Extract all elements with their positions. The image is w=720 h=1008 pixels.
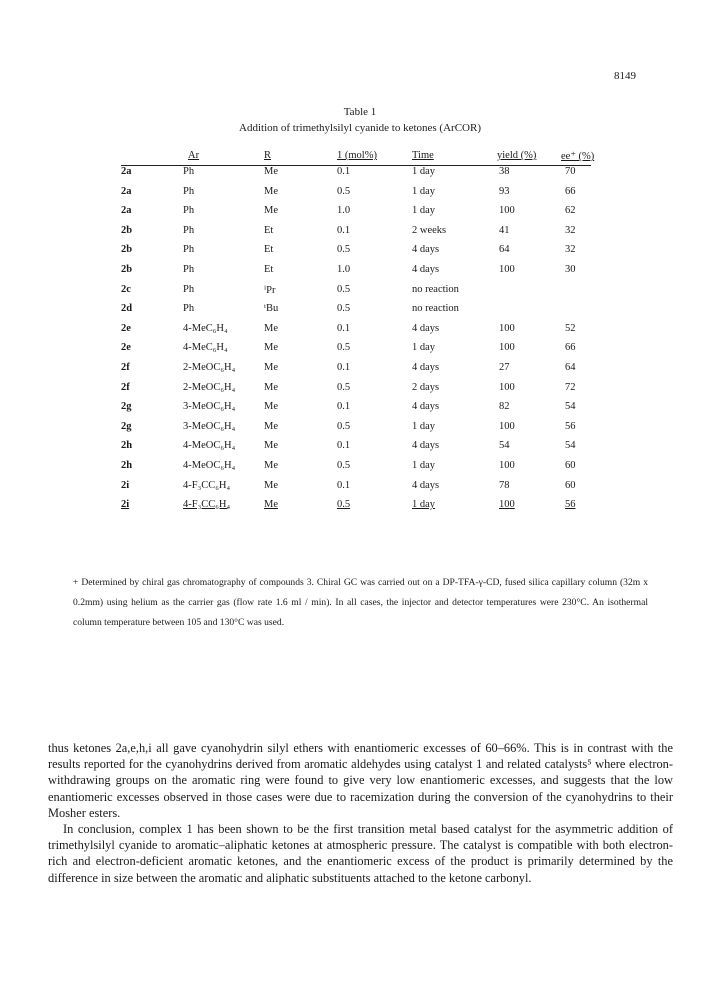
cell-ee: 60 [565, 459, 576, 471]
cell-yield: 100 [499, 381, 515, 393]
cell-yield: 38 [499, 166, 510, 177]
cell-cmpd: 2b [121, 244, 133, 256]
cell-mol: 0.1 [337, 166, 351, 177]
cell-yield: 64 [499, 244, 510, 256]
body-paragraph-2: In conclusion, complex 1 has been shown to be the first transition metal based catalyst for the asymmetric addition of trimethylsilyl cyanide to aromatic–aliphatic ketones at atmospheric pressure. The catalyst is compatible with both electron-rich and electron-deficient aromatic ketones, and the enantiomeric excess of the product is primarily determined by the difference in size between the aromatic and aliphatic substituents attached to the ketone carbonyl. [48, 822, 673, 885]
cell-r: Me [264, 401, 278, 413]
cell-ee: 56 [565, 420, 576, 432]
cell-ee: 72 [565, 381, 576, 393]
header-yield: yield (%) [497, 150, 537, 161]
cell-yield: 54 [499, 440, 510, 452]
cell-ee: 52 [565, 322, 576, 334]
body-paragraph-1: thus ketones 2a,e,h,i all gave cyanohydrin silyl ethers with enantiomeric excesses of 60–66%. This is in contrast with the results reported for the cyanohydrins derived from aromatic aldehydes using catalyst 1 and related catalysts⁵ where electron-withdrawing groups on the aromatic ring were found to give very low enantiomeric excesses, and suggests that the low enantiomeric excesses observed in those cases were due to racemization during the conversion of the cyanohydrins to their Mosher esters. [48, 741, 673, 820]
table-row [121, 362, 591, 382]
cell-ar: 3-MeOC₆H₄ [183, 401, 236, 413]
cell-ar: 4-MeOC₆H₄ [183, 440, 236, 452]
cell-cmpd: 2a [121, 185, 132, 197]
cell-r: Me [264, 420, 278, 432]
cell-time: 4 days [412, 401, 440, 413]
cell-time: 4 days [412, 244, 440, 256]
cell-ar: 4-MeC₆H₄ [183, 342, 228, 354]
cell-mol: 1.0 [337, 263, 351, 275]
cell-mol: 0.5 [337, 283, 351, 295]
cell-ar: Ph [183, 185, 195, 197]
page-number: 8149 [614, 70, 636, 82]
cell-cmpd: 2f [121, 381, 130, 393]
table-row [121, 382, 591, 402]
cell-r: Me [264, 440, 278, 452]
cell-cmpd: 2e [121, 342, 131, 354]
cell-r: Me [264, 205, 278, 217]
cell-ar: 3-MeOC₆H₄ [183, 420, 236, 432]
table-row [121, 205, 591, 225]
cell-ar: Ph [183, 205, 195, 217]
cell-time: 1 day [412, 459, 436, 471]
table-caption [0, 104, 720, 136]
results-table [121, 150, 595, 519]
cell-time: no reaction [412, 283, 459, 295]
table-description: Addition of trimethylsilyl cyanide to ketones (ArCOR) [239, 122, 481, 134]
cell-mol: 0.5 [337, 459, 351, 471]
cell-yield: 100 [499, 459, 515, 471]
cell-cmpd: 2d [121, 303, 133, 315]
cell-ee: 32 [565, 224, 576, 236]
cell-cmpd: 2h [121, 440, 133, 452]
cell-cmpd: 2a [121, 205, 132, 217]
cell-time: no reaction [412, 303, 459, 315]
table-header-row [121, 150, 595, 166]
body-text [48, 740, 673, 886]
cell-mol: 0.5 [337, 342, 351, 354]
cell-ar: 2-MeOC₆H₄ [183, 381, 236, 393]
cell-r: Me [264, 342, 278, 354]
cell-ee: 66 [565, 185, 576, 197]
cell-r: Et [264, 263, 274, 275]
cell-time: 1 day [412, 205, 436, 217]
cell-yield: 100 [499, 420, 515, 432]
table-row [121, 166, 591, 186]
cell-yield: 100 [499, 205, 515, 217]
table-row [121, 323, 591, 343]
cell-ar: 4-F₃CC₆H₄ [183, 479, 231, 491]
cell-mol: 0.5 [337, 185, 351, 197]
cell-ee: 54 [565, 440, 576, 452]
table-row [121, 440, 591, 460]
cell-ee: 56 [565, 499, 576, 511]
cell-yield: 41 [499, 224, 510, 236]
cell-time: 4 days [412, 479, 440, 491]
table-row [121, 225, 591, 245]
cell-r: ⁱPr [264, 284, 276, 296]
cell-ar: Ph [183, 166, 195, 177]
cell-r: Me [264, 322, 278, 334]
cell-ar: Ph [183, 224, 195, 236]
cell-time: 1 day [412, 166, 436, 177]
cell-ar: Ph [183, 283, 195, 295]
cell-yield: 100 [499, 322, 515, 334]
cell-time: 1 day [412, 185, 436, 197]
cell-cmpd: 2h [121, 459, 133, 471]
cell-ar: 4-MeOC₆H₄ [183, 459, 236, 471]
cell-mol: 0.1 [337, 361, 351, 373]
cell-mol: 0.5 [337, 499, 351, 511]
cell-time: 2 days [412, 381, 440, 393]
cell-time: 1 day [412, 420, 436, 432]
cell-ee: 32 [565, 244, 576, 256]
cell-mol: 0.5 [337, 303, 351, 315]
cell-mol: 0.1 [337, 440, 351, 452]
header-r: R [264, 150, 272, 161]
table-row [121, 284, 591, 304]
table-row [121, 480, 591, 500]
cell-ee: 60 [565, 479, 576, 491]
cell-cmpd: 2g [121, 401, 132, 413]
cell-r: Me [264, 381, 278, 393]
cell-mol: 1.0 [337, 205, 351, 217]
table-row [121, 460, 591, 480]
cell-yield: 93 [499, 185, 510, 197]
cell-ee: 64 [565, 361, 576, 373]
cell-r: Me [264, 479, 278, 491]
cell-r: Me [264, 459, 278, 471]
header-mol: 1 (mol%) [337, 150, 377, 161]
cell-mol: 0.1 [337, 322, 351, 334]
cell-yield: 78 [499, 479, 510, 491]
cell-time: 1 day [412, 342, 436, 354]
cell-time: 4 days [412, 440, 440, 452]
cell-cmpd: 2b [121, 263, 133, 275]
cell-time: 4 days [412, 263, 440, 275]
cell-time: 1 day [412, 499, 436, 511]
cell-ee: 66 [565, 342, 576, 354]
cell-r: Et [264, 224, 274, 236]
cell-ee: 30 [565, 263, 576, 275]
cell-ar: 4-F₃CC₆H₄ [183, 499, 231, 511]
cell-r: Et [264, 244, 274, 256]
cell-cmpd: 2c [121, 283, 131, 295]
cell-cmpd: 2b [121, 224, 133, 236]
header-ar: Ar [188, 150, 200, 161]
cell-cmpd: 2g [121, 420, 132, 432]
cell-mol: 0.5 [337, 381, 351, 393]
cell-time: 4 days [412, 322, 440, 334]
cell-cmpd: 2i [121, 479, 130, 491]
cell-yield: 100 [499, 342, 515, 354]
cell-ee: 70 [565, 166, 576, 177]
header-ee: ee⁺ (%) [561, 151, 595, 162]
cell-r: Me [264, 499, 278, 511]
cell-mol: 0.5 [337, 420, 351, 432]
cell-yield: 82 [499, 401, 510, 413]
cell-mol: 0.5 [337, 244, 351, 256]
cell-ar: Ph [183, 263, 195, 275]
cell-yield: 27 [499, 361, 510, 373]
cell-r: ᵗBu [264, 303, 279, 315]
cell-cmpd: 2e [121, 322, 131, 334]
table-row [121, 499, 591, 519]
cell-r: Me [264, 166, 278, 177]
cell-mol: 0.1 [337, 479, 351, 491]
table-row [121, 342, 591, 362]
cell-r: Me [264, 185, 278, 197]
cell-cmpd: 2f [121, 361, 130, 373]
table-row [121, 186, 591, 206]
cell-ar: Ph [183, 244, 195, 256]
cell-r: Me [264, 361, 278, 373]
table-body [121, 166, 591, 519]
cell-yield: 100 [499, 499, 515, 511]
cell-ar: Ph [183, 303, 195, 315]
cell-cmpd: 2a [121, 166, 132, 177]
table-row [121, 421, 591, 441]
cell-ar: 4-MeC₆H₄ [183, 322, 228, 334]
cell-cmpd: 2i [121, 499, 130, 511]
table-title: Table 1 [343, 106, 377, 118]
table-row [121, 401, 591, 421]
cell-time: 2 weeks [412, 224, 447, 236]
cell-time: 4 days [412, 361, 440, 373]
cell-ar: 2-MeOC₆H₄ [183, 361, 236, 373]
cell-ee: 54 [565, 401, 576, 413]
cell-mol: 0.1 [337, 224, 351, 236]
cell-mol: 0.1 [337, 401, 351, 413]
table-row [121, 244, 591, 264]
table-footnote: + Determined by chiral gas chromatography of compounds 3. Chiral GC was carried out on a DP-TFA-γ-CD, fused silica capillary column (32m x 0.2mm) using helium as the carrier gas (flow rate 1.6 ml / min). In all cases, the injector and detector temperatures were 230°C. An isothermal column temperature between 105 and 130°C was used. [73, 577, 648, 628]
table-row [121, 264, 591, 284]
table-row [121, 303, 591, 323]
cell-yield: 100 [499, 263, 515, 275]
header-time: Time [412, 150, 434, 161]
cell-ee: 62 [565, 205, 576, 217]
